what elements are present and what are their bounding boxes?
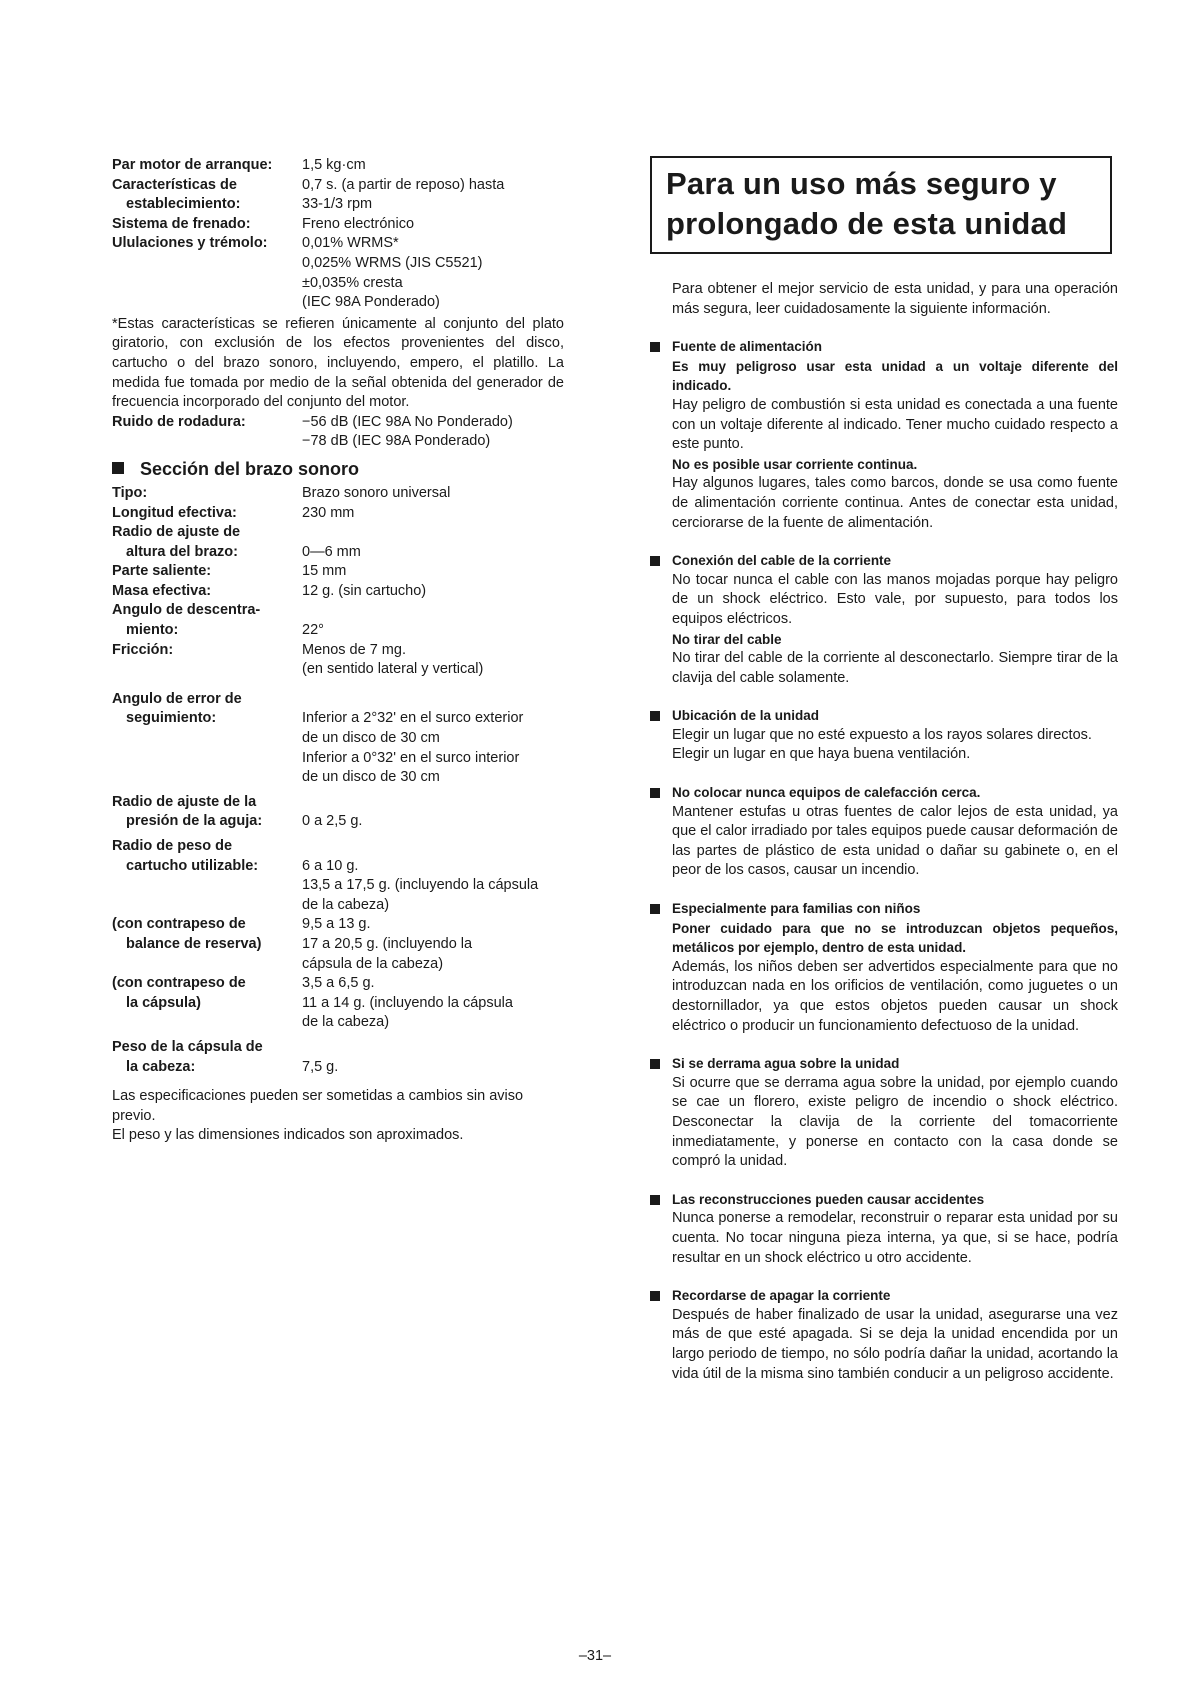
spec-disclaimer	[112, 1087, 564, 1146]
bullet-square-icon	[650, 342, 660, 352]
spec-label	[112, 156, 302, 176]
spec-value	[302, 504, 564, 524]
spec-value-line: 0,01% WRMS*	[302, 235, 399, 252]
spec-value-line: cápsula de la cabeza)	[302, 955, 444, 972]
spec-row	[112, 215, 564, 235]
safety-section-heading: No colocar nunca equipos de calefacción cerca.	[672, 785, 981, 801]
spec-value	[302, 641, 564, 680]
spec-value-line: −56 dB (IEC 98A No Ponderado)	[302, 413, 513, 430]
page-number: –31–	[578, 1648, 612, 1664]
safety-section-text: Mantener estufas u otras fuentes de calor lejos de esta unidad, ya que el calor irradiado por tales equipos puede causar deformación de las partes de plástico de esta unidad o dañar su gabinete o, en el peor de los casos, causar un incendio.	[672, 803, 1118, 879]
spec-value-line: de la cabeza)	[302, 1014, 390, 1031]
spec-label	[112, 582, 302, 602]
spec-value-line	[302, 601, 564, 621]
spec-label	[112, 215, 302, 235]
spec-list-tracking	[112, 690, 564, 788]
section-heading-text: Sección del brazo sonoro	[140, 458, 360, 479]
spec-label-line: Fricción:	[112, 641, 174, 658]
specifications-column	[112, 156, 564, 1146]
spec-value-line: 0—6 mm	[302, 543, 361, 560]
section-heading-tonearm	[112, 458, 564, 480]
spec-value	[302, 234, 564, 312]
safety-section-heading: Especialmente para familias con niños	[672, 901, 921, 917]
safety-column	[650, 156, 1118, 1402]
spec-row	[112, 504, 564, 524]
spec-label-line: Par motor de arranque:	[112, 157, 273, 173]
safety-section	[650, 1054, 1118, 1172]
spec-row	[112, 641, 564, 680]
safety-section	[650, 337, 1118, 533]
spec-value	[302, 974, 564, 1033]
safety-section-heading: Las reconstrucciones pueden causar accidentes	[672, 1191, 985, 1207]
spec-row	[112, 413, 564, 452]
safety-warning-bold: Es muy peligroso usar esta unidad a un voltaje diferente del indicado.	[672, 358, 1118, 394]
safety-sections	[650, 337, 1118, 1384]
spec-row	[112, 1038, 564, 1077]
spec-label-line: (con contrapeso de	[112, 916, 246, 933]
spec-label-line: balance de reserva)	[126, 935, 262, 952]
safety-title-line: Para un uso más seguro y	[666, 166, 1057, 201]
spec-label-line: Masa efectiva:	[112, 582, 212, 599]
spec-value-line: 6 a 10 g.	[302, 857, 359, 874]
spec-list-tonearm	[112, 484, 564, 680]
spec-label	[112, 234, 302, 312]
spec-value-line: 0,7 s. (a partir de reposo) hasta	[302, 176, 505, 193]
spec-footnote: *Estas características se refieren únicamente al conjunto del plato giratorio, con exclusión de los efectos provenientes del disco, cartucho o del brazo sonoro, incluyendo, empero, el platillo. La medida fue tomada por medio de la señal obtenida del generador de frecuencia incorporado del conjunto del motor.	[112, 315, 564, 411]
spec-label-line: Radio de ajuste de	[112, 524, 241, 541]
safety-section-text: No tirar del cable de la corriente al desconectarlo. Siempre tirar de la clavija del cable solamente.	[672, 650, 1118, 686]
spec-label	[112, 176, 302, 215]
spec-value-line: 9,5 a 13 g.	[302, 916, 371, 933]
spec-value-line: Inferior a 2°32' en el surco exterior	[302, 710, 524, 727]
safety-section-text: Nunca ponerse a remodelar, reconstruir o reparar esta unidad por su cuenta. No tocar ninguna pieza interna, ya que, si se hace, podría resultar en un shock eléctrico u otro accidente.	[672, 1210, 1118, 1266]
spec-label-line: Características de	[112, 176, 237, 193]
spec-label	[112, 562, 302, 582]
spec-list-cartridge	[112, 837, 564, 915]
spec-value-line: Freno electrónico	[302, 215, 415, 232]
spec-label	[112, 837, 302, 915]
spec-value-line: 11 a 14 g. (incluyendo la cápsula	[302, 994, 513, 1011]
spec-label-line: Ruido de rodadura:	[112, 413, 246, 430]
safety-section-text: Elegir un lugar que no esté expuesto a los rayos solares directos.	[672, 726, 1092, 743]
spec-label-line: Tipo:	[112, 484, 148, 501]
safety-warning-bold: No es posible usar corriente continua.	[672, 456, 918, 472]
spec-value-line: ±0,035% cresta	[302, 274, 403, 291]
spec-value-line: 15 mm	[302, 563, 347, 580]
bullet-square-icon	[650, 711, 660, 721]
spec-label-line: Ululaciones y trémolo:	[112, 235, 268, 252]
spec-value-line	[302, 690, 564, 710]
safety-section	[650, 1286, 1118, 1384]
spec-row	[112, 523, 564, 562]
spec-row	[112, 156, 564, 176]
spec-label	[112, 641, 302, 680]
spec-row	[112, 234, 564, 312]
spec-value	[302, 562, 564, 582]
spec-row	[112, 974, 564, 1033]
spec-value-line: de un disco de 30 cm	[302, 730, 440, 747]
spec-value-line: de la cabeza)	[302, 896, 390, 913]
spec-list-rumble	[112, 413, 564, 452]
spec-label	[112, 413, 302, 452]
safety-section-heading: Fuente de alimentación	[672, 339, 823, 355]
safety-section	[650, 551, 1118, 688]
spec-label-line: (con contrapeso de	[112, 975, 246, 992]
spec-value-line: 12 g. (sin cartucho)	[302, 582, 427, 599]
disclaimer-line: El peso y las dimensiones indicados son aproximados.	[112, 1127, 464, 1144]
bullet-square-icon	[650, 788, 660, 798]
disclaimer-line: Las especificaciones pueden ser sometidas a cambios sin aviso previo.	[112, 1088, 524, 1124]
spec-value	[302, 484, 564, 504]
spec-value	[302, 176, 564, 215]
bullet-square-icon	[650, 1291, 660, 1301]
spec-label-line: Angulo de error de	[112, 690, 242, 707]
spec-value-line	[302, 837, 564, 857]
spec-value	[302, 837, 564, 915]
safety-section-heading: Recordarse de apagar la corriente	[672, 1288, 891, 1304]
spec-label-line: la cápsula)	[126, 994, 201, 1011]
spec-value	[302, 690, 564, 788]
spec-value-line	[302, 523, 564, 543]
spec-label-line: Angulo de descentra-	[112, 602, 261, 619]
safety-title-box	[650, 156, 1112, 254]
spec-list-pressure	[112, 793, 564, 832]
spec-label	[112, 793, 302, 832]
spec-value	[302, 215, 564, 235]
spec-label-line: Peso de la cápsula de	[112, 1038, 263, 1055]
spec-list-motor	[112, 156, 564, 313]
safety-section	[650, 1190, 1118, 1268]
spec-label-line: Parte saliente:	[112, 563, 212, 580]
bullet-square-icon	[650, 1195, 660, 1205]
safety-section-heading: Ubicación de la unidad	[672, 708, 820, 724]
spec-row	[112, 484, 564, 504]
spec-label-line: miento:	[126, 622, 179, 639]
safety-warning-bold: No tirar del cable	[672, 631, 782, 647]
safety-section-text: Después de haber finalizado de usar la unidad, asegurarse una vez más de que esté apagada. Si se deja la unidad encendida por un largo periodo de tiempo, no sólo podría dañar la unidad, acortando la vida útil de la misma sino también conducir a un peligroso accidente.	[672, 1306, 1118, 1382]
spec-row	[112, 601, 564, 640]
safety-section	[650, 899, 1118, 1036]
safety-title-line: prolongado de esta unidad	[666, 206, 1068, 241]
spec-value	[302, 601, 564, 640]
spec-label-line: la cabeza:	[126, 1058, 196, 1075]
spec-value	[302, 793, 564, 832]
spec-value-line	[302, 1038, 564, 1058]
spec-row	[112, 793, 564, 832]
spec-label	[112, 484, 302, 504]
spec-value-line: 230 mm	[302, 504, 355, 521]
spec-value-line: 17 a 20,5 g. (incluyendo la	[302, 935, 473, 952]
spec-value-line: 7,5 g.	[302, 1058, 339, 1075]
spec-value-line: 3,5 a 6,5 g.	[302, 975, 375, 992]
spec-label	[112, 504, 302, 524]
spec-value-line	[302, 793, 564, 813]
spec-value-line: Menos de 7 mg.	[302, 641, 406, 658]
spec-value	[302, 582, 564, 602]
spec-row	[112, 690, 564, 788]
spec-row	[112, 915, 564, 974]
spec-label-line: seguimiento:	[126, 710, 217, 727]
safety-intro: Para obtener el mejor servicio de esta unidad, y para una operación más segura, leer cuidadosamente la siguiente información.	[672, 281, 1118, 317]
safety-section-text: No tocar nunca el cable con las manos mojadas porque hay peligro de un shock eléctrico. Esto vale, por supuesto, para todos los equipos eléctricos.	[672, 571, 1118, 627]
safety-section-text: Elegir un lugar en que haya buena ventilación.	[672, 746, 971, 763]
spec-label-line: establecimiento:	[126, 196, 241, 213]
safety-section-text: Hay algunos lugares, tales como barcos, donde se usa como fuente de alimentación corriente continua. Antes de conectar esta unidad, cerciorarse de la fuente de alimentación.	[672, 475, 1118, 531]
safety-section	[650, 706, 1118, 765]
spec-value	[302, 413, 564, 452]
spec-value-line: de un disco de 30 cm	[302, 769, 440, 786]
spec-value	[302, 523, 564, 562]
spec-value	[302, 1038, 564, 1077]
spec-list-counter-reserve	[112, 915, 564, 974]
safety-warning-bold: Poner cuidado para que no se introduzcan objetos pequeños, metálicos por ejemplo, dentro de esta unidad.	[672, 920, 1118, 956]
spec-value-line: (IEC 98A Ponderado)	[302, 294, 440, 311]
spec-value-line: 22°	[302, 622, 324, 639]
spec-label-line: Radio de ajuste de la	[112, 793, 257, 810]
safety-section-text: Hay peligro de combustión si esta unidad es conectada a una fuente con un voltaje diferente al indicado. Tener mucho cuidado respecto a este punto.	[672, 396, 1118, 453]
bullet-square-icon	[650, 904, 660, 914]
safety-section-heading: Conexión del cable de la corriente	[672, 553, 892, 569]
spec-value-line: 0 a 2,5 g.	[302, 813, 363, 830]
safety-section-text: Además, los niños deben ser advertidos especialmente para que no introduzcan nada en los orificios de ventilación, como juguetes o un destornillador, ya que estos objetos pueden causar un shock eléctrico o producir un funcionamiento defectuoso de la unidad.	[672, 958, 1118, 1034]
spec-value-line: Brazo sonoro universal	[302, 484, 451, 501]
spec-label-line: Sistema de frenado:	[112, 215, 251, 232]
spec-label	[112, 915, 302, 974]
bullet-square-icon	[650, 556, 660, 566]
spec-label	[112, 974, 302, 1033]
spec-value	[302, 915, 564, 974]
spec-row	[112, 176, 564, 215]
spec-row	[112, 837, 564, 915]
spec-label	[112, 1038, 302, 1077]
spec-value-line: Inferior a 0°32' en el surco interior	[302, 749, 520, 766]
spec-label-line: Radio de peso de	[112, 838, 233, 854]
bullet-square-icon	[650, 1059, 660, 1069]
spec-row	[112, 582, 564, 602]
spec-value-line: −78 dB (IEC 98A Ponderado)	[302, 433, 491, 450]
safety-section-text: Si ocurre que se derrama agua sobre la unidad, por ejemplo cuando se cae un florero, existe peligro de incendio o shock eléctrico. Desconectar la clavija de la corriente del tomacorriente inmediatamente, y ponerse en contacto con la casa donde se compró la unidad.	[672, 1074, 1118, 1170]
safety-section-heading: Si se derrama agua sobre la unidad	[672, 1056, 900, 1072]
spec-value-line: 33-1/3 rpm	[302, 196, 373, 213]
spec-label	[112, 690, 302, 788]
spec-label	[112, 523, 302, 562]
spec-value-line: 13,5 a 17,5 g. (incluyendo la cápsula	[302, 877, 539, 894]
safety-section	[650, 783, 1118, 881]
spec-value-line: 0,025% WRMS (JIS C5521)	[302, 254, 483, 271]
spec-value-line: 1,5 kg·cm	[302, 157, 366, 173]
spec-value	[302, 156, 564, 176]
spec-list-counter-capsule	[112, 974, 564, 1033]
spec-label-line: presión de la aguja:	[126, 813, 263, 830]
spec-list-head-weight	[112, 1038, 564, 1077]
spec-label-line: cartucho utilizable:	[126, 857, 259, 874]
spec-label-line: altura del brazo:	[126, 543, 238, 560]
spec-value-line: (en sentido lateral y vertical)	[302, 661, 484, 678]
spec-label	[112, 601, 302, 640]
spec-label-line: Longitud efectiva:	[112, 504, 237, 521]
spec-row	[112, 562, 564, 582]
bullet-square-icon	[112, 462, 124, 474]
